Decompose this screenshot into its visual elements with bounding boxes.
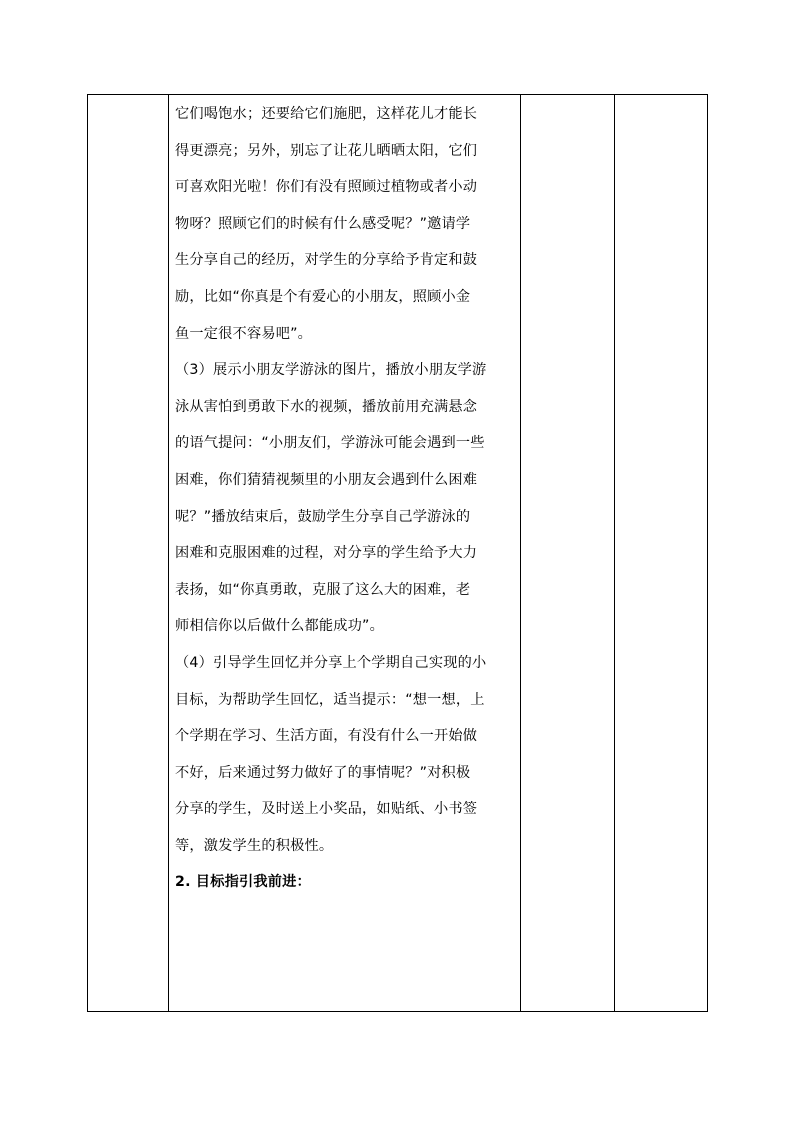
paragraph-line: （3）展示小朋友学游泳的图片，播放小朋友学游 xyxy=(175,362,487,379)
paragraph-line: 目标，为帮助学生回忆，适当提示：“想一想，上 xyxy=(175,691,485,708)
paragraph-line: 等，激发学生的积极性。 xyxy=(175,837,334,854)
table-cell-column-3 xyxy=(521,95,615,1012)
content-text xyxy=(169,95,520,901)
paragraph-line: 分享的学生，及时送上小奖品，如贴纸、小书签 xyxy=(175,801,478,818)
paragraph-line: 的语气提问：“小朋友们，学游泳可能会遇到一些 xyxy=(175,435,485,452)
paragraph-line: 鱼一定很不容易吧”。 xyxy=(175,325,313,342)
paragraph-line: 困难，你们猜猜视频里的小朋友会遇到什么困难 xyxy=(175,471,478,488)
lesson-plan-table xyxy=(87,94,708,1012)
table-cell-content xyxy=(169,95,521,1012)
paragraph-line: 它们喝饱水；还要给它们施肥，这样花儿才能长 xyxy=(175,106,478,122)
table-cell-left xyxy=(88,95,169,1012)
table-row xyxy=(88,95,708,1012)
paragraph-line: 师相信你以后做什么都能成功”。 xyxy=(175,618,384,635)
paragraph-line: （4）引导学生回忆并分享上个学期自己实现的小 xyxy=(175,654,487,671)
paragraph-line: 得更漂亮；另外，别忘了让花儿晒晒太阳，它们 xyxy=(175,142,478,159)
paragraph-line: 个学期在学习、生活方面，有没有什么一开始做 xyxy=(175,728,478,745)
paragraph-line: 呢？”播放结束后，鼓励学生分享自己学游泳的 xyxy=(175,508,471,525)
paragraph-line: 生分享自己的经历，对学生的分享给予肯定和鼓 xyxy=(175,252,478,269)
table-cell-column-4 xyxy=(615,95,708,1012)
paragraph-line: 可喜欢阳光啦！你们有没有照顾过植物或者小动 xyxy=(175,179,478,196)
section-heading: 2. 目标指引我前进： xyxy=(175,874,311,891)
paragraph-line: 泳从害怕到勇敢下水的视频，播放前用充满悬念 xyxy=(175,398,478,415)
paragraph-line: 困难和克服困难的过程，对分享的学生给予大力 xyxy=(175,545,478,562)
paragraph-line: 励，比如“你真是个有爱心的小朋友，照顾小金 xyxy=(175,288,471,305)
paragraph-line: 不好，后来通过努力做好了的事情呢？”对积极 xyxy=(175,764,471,781)
paragraph-line: 表扬，如“你真勇敢，克服了这么大的困难，老 xyxy=(175,581,471,598)
paragraph-line: 物呀？照顾它们的时候有什么感受呢？”邀请学 xyxy=(175,215,471,232)
